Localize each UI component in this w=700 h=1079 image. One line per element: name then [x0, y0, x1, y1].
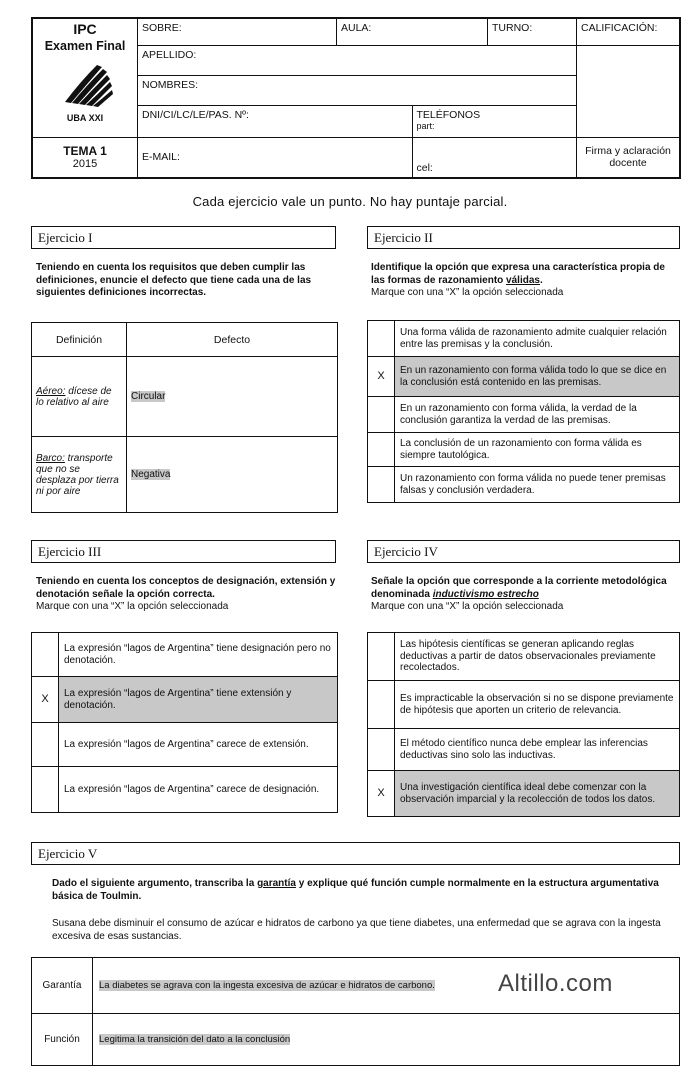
nombres-field[interactable]: NOMBRES: — [138, 76, 577, 106]
ej1-answer-1[interactable]: Circular — [127, 357, 338, 437]
option-row-selected[interactable]: X En un razonamiento con forma válida todo lo que se dice en la conclusión está contenido en las premisas. — [368, 357, 680, 397]
ej2-options — [367, 320, 680, 503]
table-row — [32, 958, 680, 1014]
option-row[interactable]: La expresión “lagos de Argentina” carece de designación. — [32, 767, 338, 813]
ej1-def-2: Barco: transporte que no se desplaza por tierra ni por aire — [32, 437, 127, 513]
part-label: part: — [416, 120, 435, 131]
ej1-answer-2[interactable]: Negativa — [127, 437, 338, 513]
funcion-label: Función — [32, 1014, 93, 1066]
telefonos-field[interactable] — [412, 105, 577, 137]
ej4-title: Ejercicio IV — [367, 540, 680, 563]
option-row[interactable]: En un razonamiento con forma válida, la verdad de la conclusión garantiza la verdad de las premisas. — [368, 397, 680, 433]
dni-field[interactable]: DNI/CI/LC/LE/PAS. Nº: — [138, 105, 413, 137]
email-field[interactable]: E-MAIL: — [138, 137, 413, 178]
garantia-answer[interactable]: La diabetes se agrava con la ingesta excesiva de azúcar e hidratos de carbono. Altillo.com — [93, 958, 680, 1014]
ej2-title: Ejercicio II — [367, 226, 680, 249]
ej1-col-defecto: Defecto — [127, 323, 338, 357]
calificacion-field[interactable]: CALIFICACIÓN: — [577, 18, 681, 46]
apellido-field[interactable]: APELLIDO: — [138, 46, 577, 76]
uba-logo-icon — [35, 57, 135, 113]
firma-label: Firma y aclaración docente — [577, 137, 681, 178]
option-row[interactable]: Una forma válida de razonamiento admite cualquier relación entre las premisas y la conclusión. — [368, 321, 680, 357]
table-row — [32, 437, 338, 513]
ej1-instruction: Teniendo en cuenta los requisitos que deben cumplir las definiciones, enuncie el defecto que tiene cada una de las siguientes definiciones incorrectas. — [36, 262, 312, 298]
ej1-col-def: Definición — [32, 323, 127, 357]
option-row[interactable]: Las hipótesis científicas se generan aplicando reglas deductivas a partir de datos observacionales previamente recolectados. — [368, 633, 680, 681]
ej5-title: Ejercicio V — [31, 842, 680, 865]
table-row — [32, 357, 338, 437]
option-row-selected[interactable]: X La expresión “lagos de Argentina” tiene extensión y denotación. — [32, 677, 338, 723]
tema-label: TEMA 1 — [63, 144, 107, 159]
turno-field[interactable]: TURNO: — [488, 18, 577, 46]
cel-field[interactable]: cel: — [412, 137, 577, 178]
uba-logo — [35, 57, 135, 113]
sobre-field[interactable]: SOBRE: — [138, 18, 337, 46]
ej1-table — [31, 322, 338, 513]
ej3-instruction: Teniendo en cuenta los conceptos de designación, extensión y denotación señale la opción correcta. Marque con una “X” la opción seleccionada — [36, 576, 336, 612]
watermark: Altillo.com — [498, 970, 613, 997]
tema-cell — [32, 137, 138, 178]
exam-header — [31, 17, 681, 179]
grade-box[interactable] — [577, 46, 681, 138]
ej3-options — [31, 632, 338, 813]
exam-name: Examen Final — [44, 39, 126, 53]
option-row[interactable]: El método científico nunca debe emplear las inferencias deductivas sino solo las inductivas. — [368, 729, 680, 771]
telefonos-label: TELÉFONOS — [416, 108, 481, 121]
option-row[interactable]: Es impracticable la observación si no se dispone previamente de hipótesis que aporten un criterio de relevancia. — [368, 681, 680, 729]
aula-field[interactable]: AULA: — [337, 18, 488, 46]
option-row[interactable]: Un razonamiento con forma válida no puede tener premisas falsas y conclusión verdadera. — [368, 467, 680, 503]
ej1-def-1: Aéreo: dícese de lo relativo al aire — [32, 357, 127, 437]
ej4-options — [367, 632, 680, 817]
funcion-answer[interactable]: Legitima la transición del dato a la conclusión — [93, 1014, 680, 1066]
tema-year: 2015 — [72, 158, 98, 171]
option-row[interactable]: La expresión “lagos de Argentina” carece de extensión. — [32, 723, 338, 767]
ej2-instruction: Identifique la opción que expresa una característica propia de las formas de razonamiento válidas. Marque con una “X” la opción seleccionada — [371, 262, 665, 298]
intro-text: Cada ejercicio vale un punto. No hay puntaje parcial. — [192, 194, 508, 209]
logo-text: UBA XXI — [66, 113, 104, 123]
ej5-table — [31, 957, 680, 1066]
table-row — [32, 1014, 680, 1066]
header-logo-cell — [32, 18, 138, 137]
ej5-instruction: Dado el siguiente argumento, transcriba la garantía y explique qué función cumple normalmente en la estructura argumentativa básica de Toulmin. — [52, 878, 659, 902]
ej1-title: Ejercicio I — [31, 226, 336, 249]
ej5-argument: Susana debe disminuir el consumo de azúcar e hidratos de carbono ya que tiene diabetes, una enfermedad que se agrava con la ingesta excesiva de esas sustancias. — [52, 918, 661, 942]
option-row[interactable]: La expresión “lagos de Argentina” tiene designación pero no denotación. — [32, 633, 338, 677]
org-name: IPC — [73, 21, 97, 37]
option-row[interactable]: La conclusión de un razonamiento con forma válida es siempre tautológica. — [368, 433, 680, 467]
ej3-title: Ejercicio III — [31, 540, 336, 563]
ej4-instruction: Señale la opción que corresponde a la corriente metodológica denominada inductivismo estrecho Marque con una “X” la opción seleccionada — [371, 576, 667, 612]
option-row-selected[interactable]: X Una investigación científica ideal debe comenzar con la observación imparcial y la recolección de todos los datos. — [368, 771, 680, 817]
garantia-label: Garantía — [32, 958, 93, 1014]
